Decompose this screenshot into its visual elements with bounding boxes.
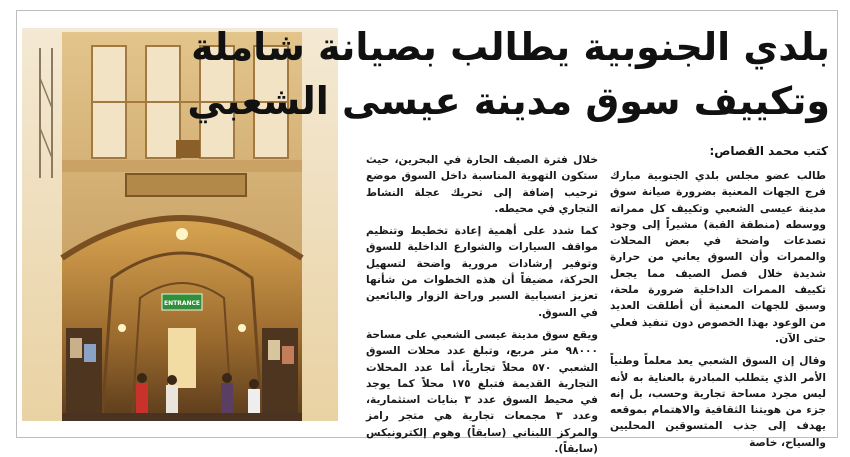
article-column-left bbox=[366, 152, 598, 457]
headline-line-2: وتكييف سوق مدينة عيسى الشعبي bbox=[187, 79, 830, 123]
byline: كتب محمد القصاص: bbox=[709, 144, 828, 158]
paragraph: كما شدد على أهمية إعادة تخطيط وتنظيم مواقف السيارات والشوارع الداخلية للسوق وتوفير إرشادات مرورية واضحة لتسهيل الحركة، مضيفاً أن هذه الخطوات من شأنها تعزيز انسيابية السير وراحة الزوار والبائعين في السوق. bbox=[366, 225, 598, 319]
paragraph: ويقع سوق مدينة عيسى الشعبي على مساحة ٩٨٠٠٠ متر مربع، وتبلغ عدد محلات السوق الشعبي ٥٧٠ محلاً تجارياً، أما عدد المحلات التجارية القديمة فتبلغ ١٧٥ محلاً كما يوجد في محيط السوق عدد ٣ بنايات استثمارية، وعدد ٣ مجمعات تجارية هي متجر رامز والمركز اللبناني (سابقاً) وهوم إلكترونيكس (سابقاً). bbox=[366, 328, 598, 456]
article-column-right bbox=[610, 168, 826, 451]
headline bbox=[187, 20, 830, 128]
paragraph: وقال إن السوق الشعبي يعد معلماً وطنياً الأمر الذي يتطلب المبادرة بالعناية به لأنه ليس مجرد مساحة تجارية وحسب، بل إنه جزء من هويتنا الثقافية والاهتمام بموقعه يهدف إلى جذب المتسوقين المحليين والسياح، خاصة bbox=[610, 355, 826, 449]
paragraph: خلال فترة الصيف الحارة في البحرين، حيث ستكون التهوية المناسبة داخل السوق موضع ترحيب إضافة إلى تحريك عجلة النشاط التجاري في محيطه. bbox=[366, 154, 598, 215]
entrance-sign: ENTRANCE bbox=[164, 300, 200, 307]
paragraph: طالب عضو مجلس بلدي الجنوبية مبارك فرج الجهات المعنية بضرورة صيانة سوق مدينة عيسى الشعبي وتكييف كل ممراته ووسطه (منطقة القبة) مشيراً إلى وجود تصدعات واضحة في بعض المحلات والممرات وأن السوق يعاني من حرارة شديدة خلال فصل الصيف مما يجعل تكييف الممرات الداخلية ضرورة ملحة، وسبق للجهات المعنية أن أطلقت العديد من الوعود بهذا الخصوص دون تنفيذ فعلي حتى الآن. bbox=[610, 170, 826, 345]
headline-line-1: بلدي الجنوبية يطالب بصيانة شاملة bbox=[191, 25, 830, 69]
